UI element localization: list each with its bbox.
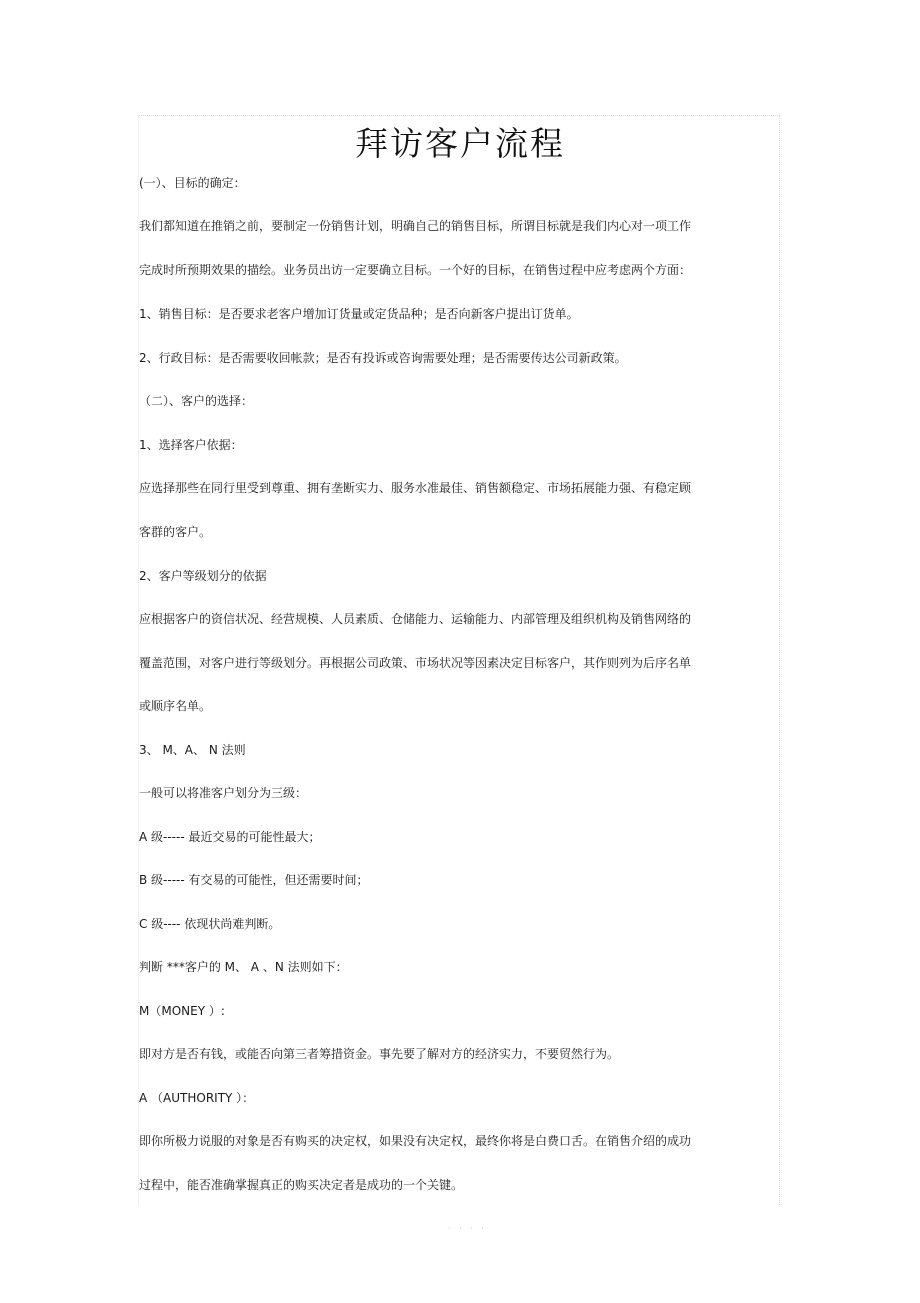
paragraph-line: 应选择那些在同行里受到尊重、拥有垄断实力、服务水准最佳、销售额稳定、市场拓展能力强、有稳定顾 [139,481,692,495]
subheading-money: M（MONEY ）: [139,1004,225,1018]
heading-customer-selection: （二）、客户的选择： [139,394,254,408]
paragraph-line: 应根据客户的资信状况、经营规模、人员素质、仓储能力、运输能力、内部管理及组织机构及销售网络的 [139,612,692,626]
paragraph-line: 覆盖范围，对客户进行等级划分。再根据公司政策、市场状况等因素决定目标客户，其作则列为后序名单 [139,656,692,670]
list-item-grade-a: A 级----- 最近交易的可能性最大； [139,830,321,844]
paragraph-line: 一般可以将准客户划分为三级： [139,786,308,800]
paragraph-line: 过程中，能否准确掌握真正的购买决定者是成功的一个关键。 [139,1178,464,1192]
subheading-grading-basis: 2、客户等级划分的依据 [139,569,267,583]
list-item-admin-goal: 2、行政目标：是否需要收回帐款；是否有投诉或咨询需要处理；是否需要传达公司新政策。 [139,351,627,365]
subheading-selection-basis: 1、选择客户依据： [139,438,243,452]
paragraph-line: 判断 ***客户的 M、 A 、N 法则如下： [139,960,348,974]
page-footer-mark: · · · · [448,1224,487,1233]
list-item-grade-c: C 级---- 依现状尚难判断。 [139,917,281,931]
list-item-sales-goal: 1、销售目标：是否要求老客户增加订货量或定货品种；是否向新客户提出订货单。 [139,307,579,321]
paragraph-line: 即你所极力说服的对象是否有购买的决定权，如果没有决定权，最终你将是白费口舌。在销售介绍的成功 [139,1134,692,1148]
paragraph-line: 客群的客户。 [139,525,212,539]
heading-goal-setting: (一）、目标的确定： [139,176,246,190]
document-title: 拜访客户流程 [355,124,565,163]
subheading-man-rule: 3、 M、A、 N 法则 [139,743,246,757]
paragraph-line: 完成时所预期效果的描绘。业务员出访一定要确立目标。一个好的目标，在销售过程中应考虑两个方面： [139,263,692,277]
list-item-grade-b: B 级----- 有交易的可能性，但还需要时间； [139,873,369,887]
paragraph-line: 即对方是否有钱，或能否向第三者筹措资金。事先要了解对方的经济实力，不要贸然行为。 [139,1047,620,1061]
paragraph-line: 我们都知道在推销之前，要制定一份销售计划，明确自己的销售目标，所谓目标就是我们内心对一项工作 [139,219,692,233]
subheading-authority: A （AUTHORITY ）： [139,1091,255,1105]
paragraph-line: 或顺序名单。 [139,699,212,713]
